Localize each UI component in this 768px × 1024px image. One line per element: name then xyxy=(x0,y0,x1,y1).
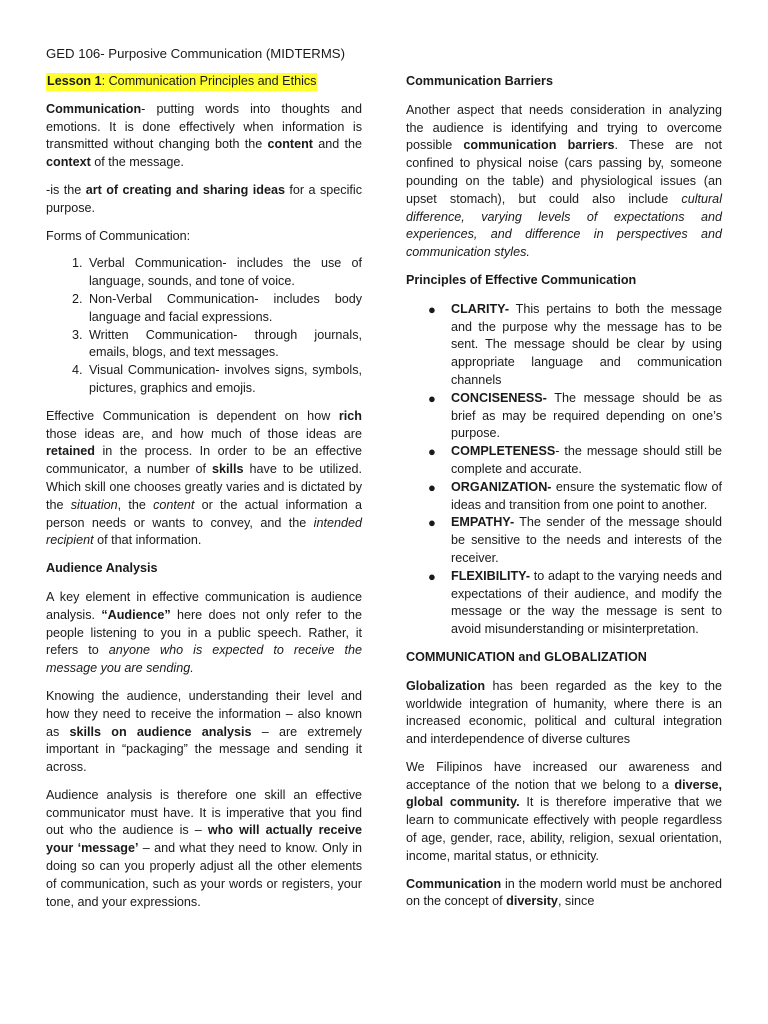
barriers-paragraph xyxy=(406,102,722,262)
term-communication: Communication xyxy=(406,876,502,891)
audience-paragraph-2 xyxy=(46,688,362,777)
term-diversity: diversity xyxy=(506,894,558,909)
list-item xyxy=(428,390,722,443)
list-item xyxy=(428,568,722,639)
list-item: 3. Written Communication- through journals, emails, blogs, and text messages. xyxy=(86,327,362,363)
para-text: here does not only refer to the people listening to you in a public speech. Rather, it refers to xyxy=(46,607,362,658)
term-audience: “Audience” xyxy=(101,607,171,622)
para-text: , since xyxy=(557,894,595,909)
principle-text: The sender of the message should be sensitive to the needs and interests of the receiver. xyxy=(451,515,722,565)
left-column xyxy=(46,73,362,921)
para-text: – and what they need to know. Only in doing so can you properly adjust all the other elements of communication, such as your words or registers, your tone, and your expressions. xyxy=(46,841,362,909)
principle-term: EMPATHY- xyxy=(451,515,515,530)
list-item: 1. Verbal Communication- includes the use of language, sounds, and tone of voice. xyxy=(86,255,362,291)
term-skills: skills xyxy=(212,462,244,477)
principle-term: CLARITY- xyxy=(451,301,510,316)
para-text: , the xyxy=(117,497,154,512)
italic-text: cultural difference, varying levels of expectations and experiences, and difference in perspectives and communication styles. xyxy=(406,191,722,260)
bullet-icon: ● xyxy=(428,568,436,584)
lesson-title xyxy=(46,73,317,91)
para-text: – are extremely important in “packaging” the message and sending it across. xyxy=(46,724,362,775)
list-item: 2. Non-Verbal Communication- includes body language and facial expressions. xyxy=(86,291,362,327)
para-text: in the process. In order to be an effective communicator, a number of xyxy=(46,444,362,477)
principle-term: ORGANIZATION- xyxy=(451,479,552,494)
italic-text: anyone who is expected to receive the message you are sending. xyxy=(46,643,362,676)
para-text: Knowing the audience, understanding their level and how they need to receive the information – also known as xyxy=(46,688,362,739)
forms-list xyxy=(46,255,362,397)
lesson-label: Lesson 1 xyxy=(47,74,102,88)
para-text: Another aspect that needs consideration in analyzing the audience is identifying and trying to overcome possible xyxy=(406,102,722,153)
term-intended-recipient: intended recipient xyxy=(46,515,362,548)
principle-term: CONCISENESS- xyxy=(451,390,547,405)
principles-heading: Principles of Effective Communication xyxy=(406,272,637,287)
list-item xyxy=(428,443,722,479)
para-text: Audience analysis is therefore one skill an effective communicator must have. It is imperative that you find out who the audience is – xyxy=(46,787,362,838)
principle-term: COMPLETENESS xyxy=(451,444,556,459)
principle-text: The message should be as brief as may be required depending on one’s purpose. xyxy=(451,390,722,441)
right-column xyxy=(406,73,722,921)
term-communication-barriers: communication barriers xyxy=(463,138,615,153)
para-text: We Filipinos have increased our awareness and acceptance of the notion that we belong to a xyxy=(406,759,722,792)
term-communication: Communication xyxy=(46,101,142,116)
para-text: It is therefore imperative that we learn to communicate effectively with people regardless of age, gender, race, ability, religion, sexual orientation, income, marital status, or ethnicity. xyxy=(406,795,722,863)
def-text: -is the xyxy=(46,182,86,197)
term-receive-message: who will actually receive your ‘message’ xyxy=(46,823,362,856)
bullet-icon: ● xyxy=(428,444,436,460)
bullet-icon: ● xyxy=(428,390,436,406)
art-definition xyxy=(46,182,362,218)
communication-definition xyxy=(46,101,362,172)
principle-term: FLEXIBILITY- xyxy=(451,568,531,583)
audience-analysis-heading: Audience Analysis xyxy=(46,561,158,576)
term-globalization: Globalization xyxy=(406,678,486,693)
para-text: have to be utilized. Which skill one chooses greatly varies and is dictated by the xyxy=(46,462,362,512)
principle-text: - the message should still be complete and accurate. xyxy=(451,444,722,476)
audience-paragraph-1 xyxy=(46,589,362,678)
communication-barriers-heading: Communication Barriers xyxy=(406,74,553,88)
term-situation: situation xyxy=(70,497,118,512)
para-text: Effective Communication is dependent on how xyxy=(46,408,339,423)
para-text: has been regarded as the key to the worldwide integration of humanity, where there is an increased economic, political and cultural integration and interdependence of diverse cultures xyxy=(406,678,722,747)
para-text: A key element in effective communication is audience analysis. xyxy=(46,589,362,622)
audience-paragraph-3 xyxy=(46,787,362,912)
def-text: - putting words into thoughts and emotions. It is done effectively when information is transmitted without changing both the xyxy=(46,101,362,152)
globalization-paragraph-3 xyxy=(406,876,722,912)
para-text: of that information. xyxy=(93,533,202,548)
list-item xyxy=(428,479,722,515)
def-text: for a specific purpose. xyxy=(46,182,362,215)
globalization-heading: COMMUNICATION and GLOBALIZATION xyxy=(406,649,647,664)
bullet-icon: ● xyxy=(428,479,436,495)
term-content: content xyxy=(153,497,195,512)
list-item xyxy=(428,514,722,567)
term-art: art of creating and sharing ideas xyxy=(85,182,285,197)
forms-heading: Forms of Communication: xyxy=(46,228,191,243)
effective-communication-paragraph xyxy=(46,408,362,550)
principles-list xyxy=(406,301,722,639)
para-text: in the modern world must be anchored on the concept of xyxy=(406,876,722,909)
document-title: GED 106- Purposive Communication (MIDTERMS) xyxy=(46,46,345,61)
globalization-paragraph-2 xyxy=(406,759,722,866)
lesson-subtitle: : Communication Principles and Ethics xyxy=(101,74,317,88)
list-item xyxy=(428,301,722,390)
para-text: or the actual information a person needs or wants to convey, and the xyxy=(46,497,362,530)
term-rich: rich xyxy=(338,408,362,423)
para-text: those ideas are, and how much of those ideas are xyxy=(46,426,362,441)
term-content: content xyxy=(267,137,313,152)
para-text: . These are not confined to physical noise (cars passing by, someone pounding on the table) and physiological issues (an upset stomach), but could also include xyxy=(406,138,722,206)
list-item: 4. Visual Communication- involves signs, symbols, pictures, graphics and emojis. xyxy=(86,362,362,398)
principle-text: ensure the systematic flow of ideas and transition from one point to another. xyxy=(451,479,722,512)
globalization-paragraph-1 xyxy=(406,678,722,749)
bullet-icon: ● xyxy=(428,301,436,317)
term-retained: retained xyxy=(46,444,95,459)
term-diverse-global-community: diverse, global community. xyxy=(406,777,722,810)
principle-text: to adapt to the varying needs and expectations of their audience, and modify the message or the way the message is sent to avoid misunderstanding or misinterpretation. xyxy=(451,568,722,637)
principle-text: This pertains to both the message and the purpose why the message has to be sent. The message should be clear by using appropriate language and communication channels xyxy=(451,301,722,387)
term-context: context xyxy=(46,155,91,170)
term-skills-on-audience-analysis: skills on audience analysis xyxy=(69,724,252,739)
bullet-icon: ● xyxy=(428,515,436,531)
def-text: of the message. xyxy=(90,155,184,170)
def-text: and the xyxy=(313,137,362,152)
